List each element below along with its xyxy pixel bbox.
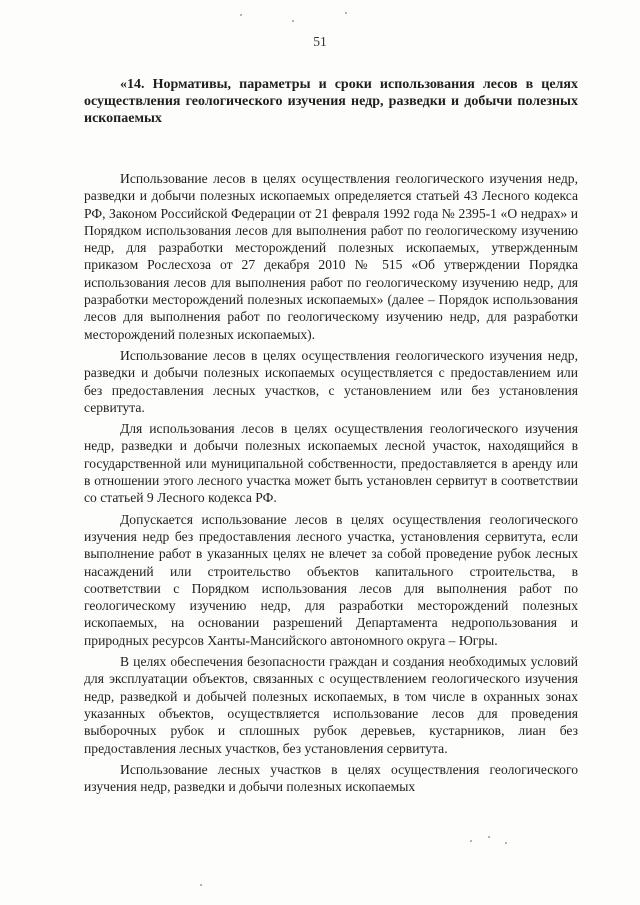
scan-speck	[292, 20, 294, 22]
scan-speck	[470, 840, 472, 842]
paragraph: В целях обеспечения безопасности граждан и создания необходимых условий для эксплуатации объектов, связанных с осуществлением геологического изучения недр, разведкой и добычей полезных ископаемых, в том числе в охранных зонах указанных объектов, осуществляется использование лесов для проведения выборочных рубок и сплошных рубок деревьев, кустарников, лиан без предоставления лесных участков, без установления сервитута.	[84, 654, 578, 756]
scan-speck	[200, 884, 202, 886]
body-text	[84, 170, 578, 799]
scan-speck	[240, 14, 242, 16]
paragraph: Использование лесов в целях осуществления геологического изучения недр, разведки и добычи полезных ископаемых определяется статьей 43 Лесного кодекса РФ, Законом Российской Федерации от 21 февраля 1992 года № 2395-1 «О недрах» и Порядком использования лесов для выполнения работ по геологическому изучению недр, для разработки месторождений полезных ископаемых, утвержденным приказом Рослесхоза от 27 декабря 2010 № 515 «Об утверждении Порядка использования лесов для выполнения работ по геологическому изучению недр, для разработки месторождений полезных ископаемых» (далее – Порядок использования лесов для выполнения работ по геологическому изучению недр, для разработки месторождений полезных ископаемых).	[84, 171, 578, 342]
paragraph: Использование лесных участков в целях осуществления геологического изучения недр, разведки и добычи полезных ископаемых	[84, 761, 578, 795]
paragraph: Использование лесов в целях осуществления геологического изучения недр, разведки и добычи полезных ископаемых осуществляется с предоставлением или без предоставления лесных участков, с установлением или без установления сервитута.	[84, 347, 578, 415]
scan-speck	[505, 842, 507, 844]
paragraph: Допускается использование лесов в целях осуществления геологического изучения недр без предоставления лесного участка, установления сервитута, если выполнение работ в указанных целях не влечет за собой проведение рубок лесных насаждений или строительство объектов капитального строительства, в соответствии с Порядком использования лесов для выполнения работ по геологическому изучению недр, для разработки месторождений полезных ископаемых, на основании разрешений Департамента недропользования и природных ресурсов Ханты-Мансийского автономного округа – Югры.	[84, 511, 578, 648]
section-heading	[84, 76, 578, 127]
page-number: 51	[313, 34, 327, 49]
scan-speck	[488, 836, 490, 838]
scan-speck	[345, 12, 347, 14]
paragraph: Для использования лесов в целях осуществления геологического изучения недр, разведки и добычи полезных ископаемых лесной участок, находящийся в государственной или муниципальной собственности, предоставляется в аренду или в отношении этого лесного участка может быть установлен сервитут в соответствии со статьей 9 Лесного кодекса РФ.	[84, 421, 578, 506]
section-heading-text: «14. Нормативы, параметры и сроки использования лесов в целях осуществления геологического изучения недр, разведки и добычи полезных ископаемых	[84, 77, 578, 126]
